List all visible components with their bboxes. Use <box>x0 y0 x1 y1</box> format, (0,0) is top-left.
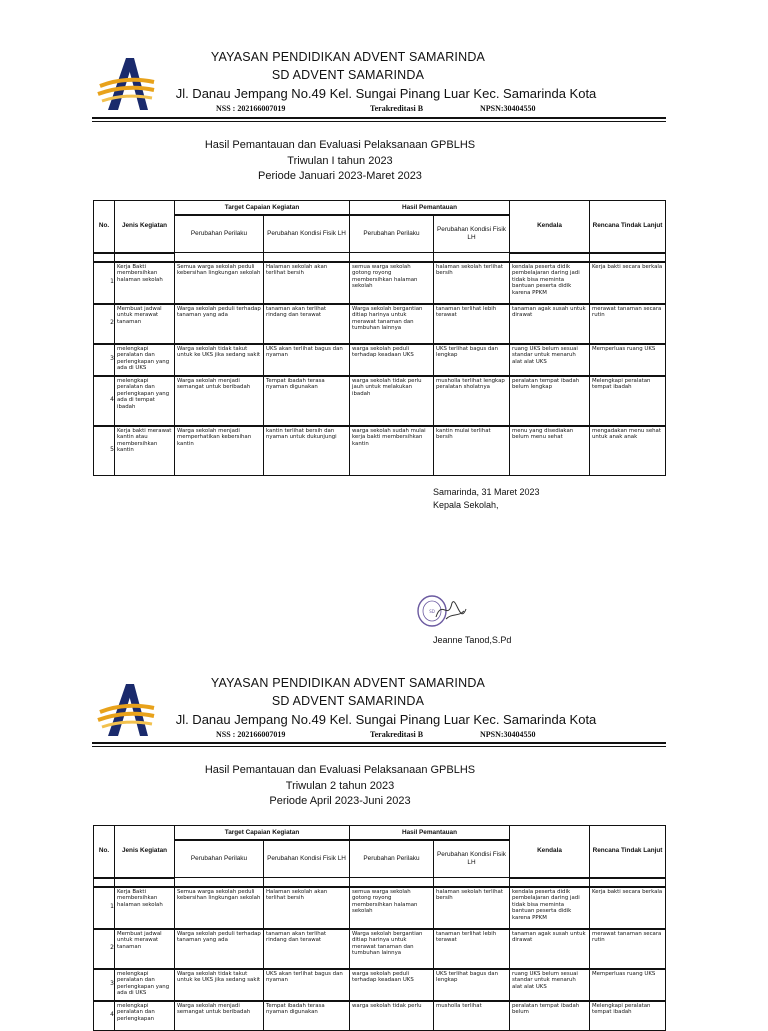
cell-obstacle: peralatan tempat ibadah belum <box>510 1001 590 1031</box>
cell-result-physical: UKS terlihat bagus dan lengkap <box>434 969 510 1001</box>
cell-target-physical: UKS akan terlihat bagus dan nyaman <box>264 969 350 1001</box>
evaluation-table <box>93 200 666 476</box>
report-title-line3: Periode April 2023-Juni 2023 <box>269 795 411 807</box>
table-row <box>94 929 666 969</box>
report-title-line2: Triwulan 2 tahun 2023 <box>285 779 395 792</box>
header-no: No. <box>94 826 115 878</box>
school-stamp-icon <box>416 591 470 631</box>
cell-no: 3 <box>94 969 115 1001</box>
header-target-behavior: Perubahan Perilaku <box>175 215 264 253</box>
cell-no: 4 <box>94 376 115 426</box>
header-result-physical: Perubahan Kondisi Fisik LH <box>434 215 510 253</box>
cell-result-physical: tanaman terlihat lebih terawat <box>434 929 510 969</box>
header-obstacle: Kendala <box>510 826 590 878</box>
signature-place-date: Samarinda, 31 Maret 2023 <box>433 487 540 497</box>
cell-result-physical: kantin mulai terlihat bersih <box>434 426 510 476</box>
cell-target-physical: tanaman akan terlihat rindang dan terawat <box>264 929 350 969</box>
cell-followup: merawat tanaman secara rutin <box>590 929 666 969</box>
accreditation-text: Terakreditasi B <box>370 730 424 739</box>
npsn-text: NPSN:30404550 <box>480 730 536 739</box>
cell-no: 1 <box>94 262 115 304</box>
cell-target-physical: Halaman sekolah akan terlihat bersih <box>264 262 350 304</box>
header-target: Target Capaian Kegiatan <box>175 201 350 216</box>
cell-target-behavior: Warga sekolah menjadi semangat untuk beribadah <box>175 376 264 426</box>
table-row <box>94 887 666 929</box>
report-title <box>150 763 530 810</box>
npsn-text: NPSN:30404550 <box>480 104 536 113</box>
report-title-line3: Periode Januari 2023-Maret 2023 <box>258 170 422 182</box>
cell-no: 1 <box>94 887 115 929</box>
cell-followup: Kerja bakti secara berkala <box>590 262 666 304</box>
signature-position: Kepala Sekolah, <box>433 500 499 510</box>
header-divider <box>92 117 666 119</box>
accreditation-text: Terakreditasi B <box>370 104 424 113</box>
cell-activity: melengkapi peralatan dan perlengkapan <box>115 1001 175 1031</box>
cell-activity: Membuat jadwal untuk merawat tanaman <box>115 304 175 344</box>
header-divider-thin <box>92 121 666 122</box>
cell-activity: melengkapi peralatan dan perlengkapan yang ada di UKS <box>115 344 175 376</box>
cell-obstacle: ruang UKS belum sesuai standar untuk menaruh alat alat UKS <box>510 969 590 1001</box>
school-address: Jl. Danau Jempang No.49 Kel. Sungai Pinang Luar Kec. Samarinda Kota <box>175 86 597 101</box>
cell-target-physical: Tempat ibadah terasa nyaman digunakan <box>264 1001 350 1031</box>
cell-target-behavior: Semua warga sekolah peduli kebersihan lingkungan sekolah <box>175 262 264 304</box>
cell-result-physical: tanaman terlihat lebih terawat <box>434 304 510 344</box>
cell-result-behavior: Warga sekolah bergantian ditiap harinya untuk merawat tanaman dan tumbuhan lainnya <box>350 304 434 344</box>
cell-result-behavior: semua warga sekolah gotong royong membersihkan halaman sekolah <box>350 887 434 929</box>
cell-followup: mengadakan menu sehat untuk anak anak <box>590 426 666 476</box>
cell-obstacle: peralatan tempat ibadah belum lengkap <box>510 376 590 426</box>
cell-target-behavior: Warga sekolah menjadi memperhatikan kebersihan kantin <box>175 426 264 476</box>
signature-block <box>433 486 540 512</box>
table-row <box>94 344 666 376</box>
report-title-line2: Triwulan I tahun 2023 <box>287 154 393 167</box>
header-followup: Rencana Tindak Lanjut <box>590 826 666 878</box>
header-activity: Jenis Kegiatan <box>115 201 175 253</box>
school-logo-icon <box>96 682 156 738</box>
cell-target-behavior: Warga sekolah peduli terhadap tanaman yang ada <box>175 929 264 969</box>
header-activity: Jenis Kegiatan <box>115 826 175 878</box>
cell-activity: Membuat jadwal untuk merawat tanaman <box>115 929 175 969</box>
cell-result-behavior: warga sekolah tidak perlu <box>350 1001 434 1031</box>
table-row <box>94 1001 666 1031</box>
cell-result-behavior: semua warga sekolah gotong royong membersihkan halaman sekolah <box>350 262 434 304</box>
header-followup: Rencana Tindak Lanjut <box>590 201 666 253</box>
cell-target-physical: UKS akan terlihat bagus dan nyaman <box>264 344 350 376</box>
school-name: SD ADVENT SAMARINDA <box>271 68 425 82</box>
report-title-line1: Hasil Pemantauan dan Evaluasi Pelaksanaan GPBLHS <box>204 764 476 776</box>
header-target-behavior: Perubahan Perilaku <box>175 840 264 878</box>
cell-target-physical: Halaman sekolah akan terlihat bersih <box>264 887 350 929</box>
table-row <box>94 376 666 426</box>
cell-no: 2 <box>94 304 115 344</box>
cell-target-physical: Tempat ibadah terasa nyaman digunakan <box>264 376 350 426</box>
table-row <box>94 426 666 476</box>
header-result: Hasil Pemantauan <box>350 201 510 216</box>
table-row <box>94 304 666 344</box>
header-target-physical: Perubahan Kondisi Fisik LH <box>264 215 350 253</box>
cell-obstacle: ruang UKS belum sesuai standar untuk menaruh alat alat UKS <box>510 344 590 376</box>
cell-result-behavior: warga sekolah peduli terhadap keadaan UKS <box>350 344 434 376</box>
school-logo-icon <box>96 56 156 112</box>
cell-obstacle: kendala peserta didik pembelajaran daring jadi tidak bisa meminta bantuan peserta didik karena PPKM <box>510 262 590 304</box>
header-result-behavior: Perubahan Perilaku <box>350 215 434 253</box>
foundation-name: YAYASAN PENDIDIKAN ADVENT SAMARINDA <box>210 50 486 64</box>
cell-followup: Kerja bakti secara berkala <box>590 887 666 929</box>
cell-no: 3 <box>94 344 115 376</box>
header-target-physical: Perubahan Kondisi Fisik LH <box>264 840 350 878</box>
cell-target-behavior: Semua warga sekolah peduli kebersihan lingkungan sekolah <box>175 887 264 929</box>
signature-name: Jeanne Tanod,S.Pd <box>433 635 512 645</box>
cell-result-physical: musholla terlihat <box>434 1001 510 1031</box>
cell-followup: Melengkapi peralatan tempat ibadah <box>590 376 666 426</box>
header-result-physical: Perubahan Kondisi Fisik LH <box>434 840 510 878</box>
report-title <box>150 138 530 185</box>
cell-target-behavior: Warga sekolah tidak takut untuk ke UKS jika sedang sakit <box>175 969 264 1001</box>
table-row <box>94 969 666 1001</box>
cell-obstacle: tanaman agak susah untuk dirawat <box>510 929 590 969</box>
cell-activity: Kerja bakti merawat kantin atau membersihkan kantin <box>115 426 175 476</box>
cell-no: 2 <box>94 929 115 969</box>
cell-result-physical: halaman sekolah terlihat bersih <box>434 887 510 929</box>
school-address: Jl. Danau Jempang No.49 Kel. Sungai Pinang Luar Kec. Samarinda Kota <box>175 712 597 727</box>
header-no: No. <box>94 201 115 253</box>
cell-target-behavior: Warga sekolah menjadi semangat untuk beribadah <box>175 1001 264 1031</box>
cell-obstacle: menu yang disediakan belum menu sehat <box>510 426 590 476</box>
cell-activity: Kerja Bakti membersihkan halaman sekolah <box>115 262 175 304</box>
cell-result-behavior: warga sekolah peduli terhadap keadaan UKS <box>350 969 434 1001</box>
cell-result-behavior: warga sekolah tidak perlu jauh untuk melakukan ibadah <box>350 376 434 426</box>
cell-no: 5 <box>94 426 115 476</box>
cell-followup: Memperluas ruang UKS <box>590 969 666 1001</box>
cell-result-physical: UKS terlihat bagus dan lengkap <box>434 344 510 376</box>
table-row <box>94 262 666 304</box>
cell-activity: melengkapi peralatan dan perlengkapan yang ada di tempat ibadah <box>115 376 175 426</box>
cell-target-behavior: Warga sekolah peduli terhadap tanaman yang ada <box>175 304 264 344</box>
cell-target-physical: kantin terlihat bersih dan nyaman untuk dukunjungi <box>264 426 350 476</box>
cell-result-behavior: warga sekolah sudah mulai kerja bakti membersihkan kantin <box>350 426 434 476</box>
cell-followup: Melengkapi peralatan tempat ibadah <box>590 1001 666 1031</box>
cell-target-physical: tanaman akan terlihat rindang dan terawat <box>264 304 350 344</box>
header-result-behavior: Perubahan Perilaku <box>350 840 434 878</box>
cell-obstacle: kendala peserta didik pembelajaran daring jadi tidak bisa meminta bantuan peserta didik karena PPKM <box>510 887 590 929</box>
header-divider-thin <box>92 746 666 747</box>
cell-result-physical: musholla terlihat lengkap peralatan sholatnya <box>434 376 510 426</box>
report-title-line1: Hasil Pemantauan dan Evaluasi Pelaksanaan GPBLHS <box>204 139 476 151</box>
cell-result-behavior: Warga sekolah bergantian ditiap harinya untuk merawat tanaman dan tumbuhan lainnya <box>350 929 434 969</box>
svg-text:SD: SD <box>429 609 435 614</box>
header-result: Hasil Pemantauan <box>350 826 510 841</box>
cell-obstacle: tanaman agak susah untuk dirawat <box>510 304 590 344</box>
cell-followup: Memperluas ruang UKS <box>590 344 666 376</box>
cell-target-behavior: Warga sekolah tidak takut untuk ke UKS jika sedang sakit <box>175 344 264 376</box>
nss-text: NSS : 202166007019 <box>216 104 286 113</box>
cell-followup: merawat tanaman secara rutin <box>590 304 666 344</box>
cell-result-physical: halaman sekolah terlihat bersih <box>434 262 510 304</box>
foundation-name: YAYASAN PENDIDIKAN ADVENT SAMARINDA <box>210 676 486 690</box>
cell-activity: melengkapi peralatan dan perlengkapan yang ada di UKS <box>115 969 175 1001</box>
school-name: SD ADVENT SAMARINDA <box>271 694 425 708</box>
evaluation-table <box>93 825 666 1031</box>
header-divider <box>92 742 666 744</box>
nss-text: NSS : 202166007019 <box>216 730 286 739</box>
header-obstacle: Kendala <box>510 201 590 253</box>
header-target: Target Capaian Kegiatan <box>175 826 350 841</box>
cell-activity: Kerja Bakti membersihkan halaman sekolah <box>115 887 175 929</box>
cell-no: 4 <box>94 1001 115 1031</box>
